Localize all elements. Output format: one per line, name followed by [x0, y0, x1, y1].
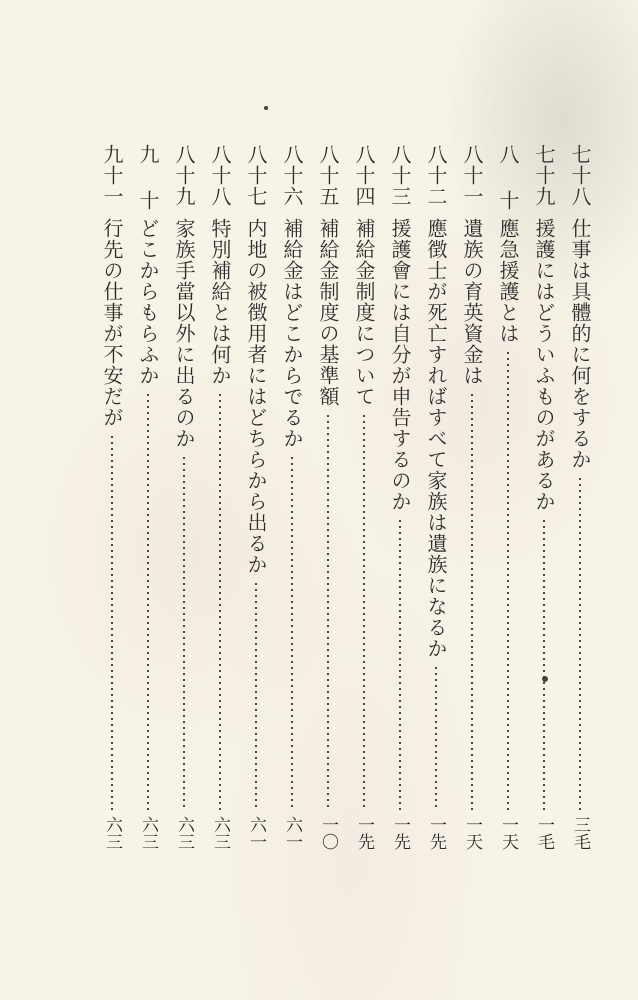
toc-entry — [386, 144, 414, 850]
entry-title: 遺族の育英資金は — [460, 218, 484, 386]
entry-number: 八十一 — [460, 144, 484, 207]
dotted-leader — [543, 518, 545, 810]
entry-page: 一先 — [426, 816, 446, 850]
entry-page: 六一 — [246, 816, 266, 850]
entry-number: 八十四 — [352, 144, 376, 207]
dotted-leader — [291, 455, 293, 810]
toc-entry — [206, 144, 234, 850]
toc-entry — [566, 144, 594, 850]
entry-title: どこからもらふか — [136, 218, 160, 386]
dotted-leader — [579, 476, 581, 810]
entry-page: 一天 — [498, 816, 518, 850]
entry-number: 八十八 — [208, 144, 232, 207]
entry-number: 九 十 — [136, 144, 160, 211]
toc-entry — [98, 144, 126, 850]
entry-page: 六三 — [174, 816, 194, 850]
entry-page: 一先 — [354, 816, 374, 850]
entry-page: 一毛 — [534, 816, 554, 850]
entry-page: 六三 — [102, 816, 122, 850]
entry-title: 補給金制度について — [352, 218, 376, 407]
dotted-leader — [471, 392, 473, 810]
dotted-leader — [147, 392, 149, 810]
dotted-leader — [327, 413, 329, 810]
entry-page: 六一 — [282, 816, 302, 850]
entry-number: 八 十 — [496, 144, 520, 211]
dotted-leader — [363, 413, 365, 810]
toc-entry — [170, 144, 198, 850]
toc-entry — [278, 144, 306, 850]
dotted-leader — [183, 455, 185, 810]
entry-page: 六三 — [138, 816, 158, 850]
entry-page: 一先 — [390, 816, 410, 850]
dotted-leader — [507, 350, 509, 810]
toc-entry — [350, 144, 378, 850]
entry-title: 應徴士が死亡すればすべて家族は遺族になるか — [424, 218, 448, 659]
dotted-leader — [255, 581, 257, 810]
entry-page: 一天 — [462, 816, 482, 850]
dotted-leader — [435, 665, 437, 810]
entry-number: 九十一 — [100, 144, 124, 207]
entry-title: 家族手當以外に出るのか — [172, 218, 196, 449]
entry-title: 援護にはどういふものがあるか — [532, 218, 556, 512]
entry-page: 六三 — [210, 816, 230, 850]
toc-entry — [458, 144, 486, 850]
entry-number: 八十七 — [244, 144, 268, 207]
entry-title: 行先の仕事が不安だが — [100, 218, 124, 428]
entry-number: 八十六 — [280, 144, 304, 207]
entry-number: 八十五 — [316, 144, 340, 207]
dotted-leader — [399, 518, 401, 810]
entry-number: 七十九 — [532, 144, 556, 207]
entry-title: 補給金はどこからでるか — [280, 218, 304, 449]
entry-number: 八十二 — [424, 144, 448, 207]
toc-entry — [530, 144, 558, 850]
entry-title: 補給金制度の基準額 — [316, 218, 340, 407]
entry-title: 援護會には自分が申告するのか — [388, 218, 412, 512]
entry-number: 七十八 — [568, 144, 592, 207]
toc-entry — [134, 144, 162, 850]
entry-number: 八十三 — [388, 144, 412, 207]
toc-entry — [494, 144, 522, 850]
toc-entry — [242, 144, 270, 850]
toc-entry — [314, 144, 342, 850]
entry-number: 八十九 — [172, 144, 196, 207]
dotted-leader — [219, 392, 221, 810]
dotted-leader — [111, 434, 113, 810]
entry-page: 三毛 — [570, 816, 590, 850]
ink-speck — [264, 106, 268, 110]
entry-title: 内地の被徴用者にはどちらから出るか — [244, 218, 268, 575]
entry-page: 一〇 — [318, 816, 338, 850]
entry-title: 特別補給とは何か — [208, 218, 232, 386]
toc-entry — [422, 144, 450, 850]
entry-title: 仕事は具體的に何をするか — [568, 218, 592, 470]
entry-title: 應急援護とは — [496, 218, 520, 344]
